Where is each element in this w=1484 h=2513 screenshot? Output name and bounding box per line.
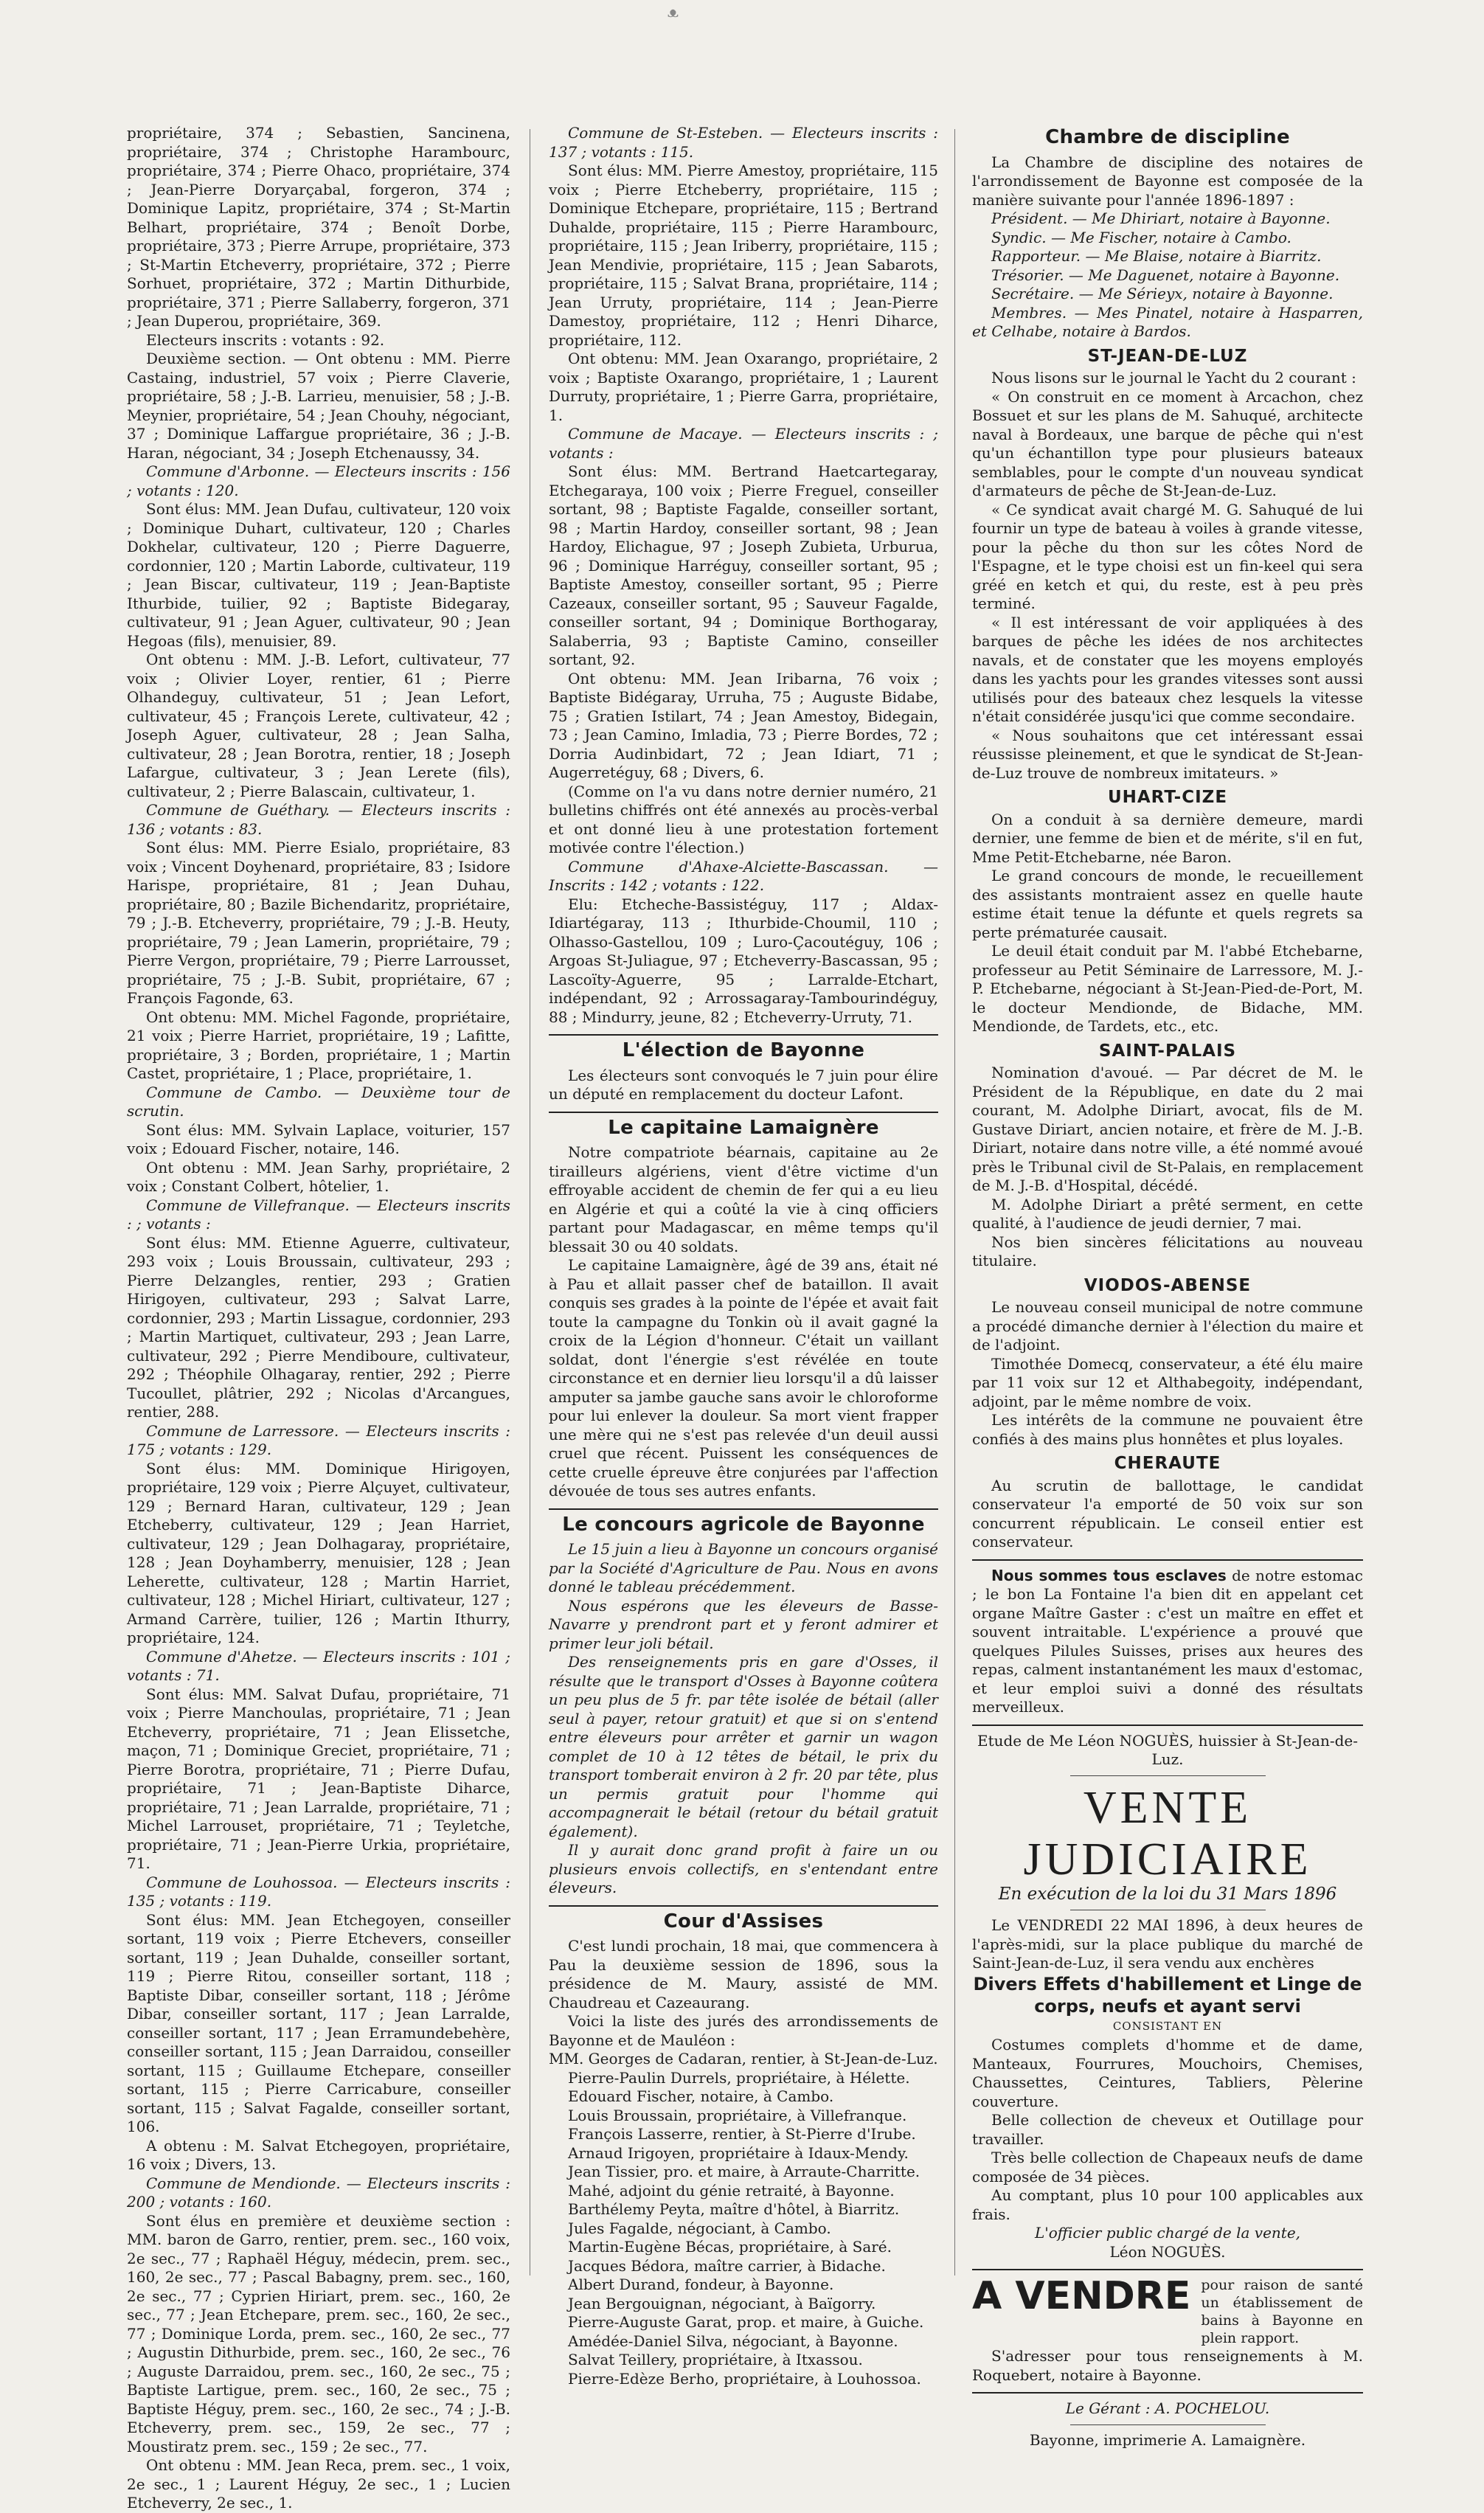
paragraph: « Nous souhaitons que cet intéressant essai réussisse pleinement, et que le syndicat de St-Jean-de-Luz trouve de nombreux imitateurs. » (972, 726, 1363, 782)
a-vendre-ad (972, 2276, 1363, 2347)
paragraph: C'est lundi prochain, 18 mai, que commencera à Pau la deuxième session de 1896, sous la présidence de M. Maury, assisté de MM. Chaudreau et Cazeaurang. (549, 1937, 938, 2011)
column-1 (127, 124, 510, 2512)
paragraph: (Comme on l'a vu dans notre dernier numéro, 21 bulletins chiffrés ont été annexés au procès-verbal et ont donné lieu à une protestation fortement motivée contre l'élection.) (549, 782, 938, 856)
paragraph: Nous lisons sur le journal le Yacht du 2 courant : (991, 369, 1356, 387)
paragraph: Des renseignements pris en gare d'Osses, il résulte que le transport d'Osses à Bayonne coûtera un peu plus de 5 fr. par tête isolée de bétail (aller seul à payer, retour gratuit) et que si on s'entend entre éleveurs pour arrêter et garnir un wagon complet de 10 à 12 têtes de bétail, le prix du transport tomberait environ à 2 fr. 20 par tête, plus un permis gratuit pour l'homme qui accompagnerait le bétail (retour du bétail gratuit également). (549, 1653, 938, 1840)
juror-line: Barthélemy Peyta, maître d'hôtel, à Biarritz. (568, 2200, 900, 2218)
section-divider (972, 1725, 1363, 1726)
esclaves-text: de notre estomac ; le bon La Fontaine l'a bien dit en appelant cet organe Maître Gaster : c'est un maître en effet et souvent intraitable. L'expérience a prouvé que quelques Pilules Suisses, prises aux heures des repas, calment instantanément les maux d'estomac, et leur emploi suivi a donné des résultats merveilleux. (972, 1566, 1363, 1716)
assises-heading: Cour d'Assises (663, 1910, 824, 1933)
election-heading: L'élection de Bayonne (622, 1039, 865, 1061)
capitaine-heading: Le capitaine Lamaignère (608, 1116, 879, 1139)
esclaves-heading: Nous sommes tous esclaves (991, 1566, 1227, 1584)
section-divider (549, 1508, 938, 1510)
commune-heading: Commune d'Ahaxe-Alciette-Bascassan. — Inscrits : 142 ; votants : 122. (549, 857, 938, 894)
discipline-item: Président. — Me Dhiriart, notaire à Bayonne. (991, 209, 1331, 227)
a-vendre-title: A VENDRE (972, 2274, 1191, 2318)
paragraph: Ont obtenu: MM. Michel Fagonde, propriétaire, 21 voix ; Pierre Harriet, propriétaire, 19 ; Lafitte, propriétaire, 3 ; Borden, propriétaire, 1 ; Martin Castet, propriétaire, 1 ; Place, propriétaire, 1. (127, 1008, 510, 1082)
section-divider (972, 2392, 1363, 2394)
discipline-item: Syndic. — Me Fischer, notaire à Cambo. (991, 228, 1291, 246)
juror-line: Amédée-Daniel Silva, négociant, à Bayonne. (568, 2332, 898, 2350)
juror-line: MM. Georges de Cadaran, rentier, à St-Jean-de-Luz. (549, 2050, 938, 2067)
section-divider (549, 1905, 938, 1907)
juror-line: Pierre-Edèze Berho, propriétaire, à Louhossoa. (568, 2369, 921, 2388)
thin-divider (1070, 1775, 1266, 1776)
juror-line: Edouard Fischer, notaire, à Cambo. (568, 2087, 834, 2105)
commune-heading: Commune de Larressore. — Electeurs inscrits : 175 ; votants : 129. (127, 1421, 510, 1458)
vente-item: Au comptant, plus 10 pour 100 applicables aux frais. (972, 2186, 1363, 2223)
cheraute-heading: CHERAUTE (1114, 1454, 1221, 1473)
juror-line: Jean Bergouignan, négociant, à Baïgorry. (568, 2294, 876, 2312)
paragraph: Le capitaine Lamaignère, âgé de 39 ans, était né à Pau et allait passer chef de bataillon. Il avait conquis ses grades à la pointe de l'épée et avait fait toute la campagne du Tonkin où il avait gagné la croix de la Légion d'honneur. C'était un vaillant soldat, dont l'énergie s'est révélée en toute circonstance et en dernier lieu lorsqu'il a dû laisser amputer sa jambe gauche sans avoir le chloroforme pour lui enlever la douleur. Sa mort vient frapper une mère qui ne s'est pas relevée d'un deuil aussi cruel que récent. Puissent les conséquences de cette cruelle épreuve être conjurées par l'affection dévouée de tous ses autres enfants. (549, 1256, 938, 1500)
juror-line: Martin-Eugène Bécas, propriétaire, à Saré. (568, 2238, 892, 2256)
paragraph: Ont obtenu : MM. Jean Sarhy, propriétaire, 2 voix ; Constant Colbert, hôtelier, 1. (127, 1158, 510, 1195)
paragraph: Sont élus: MM. Jean Dufau, cultivateur, 120 voix ; Dominique Duhart, cultivateur, 120 ; Charles Dokhelar, cultivateur, 120 ; Pierre Daguerre, cordonnier, 120 ; Martin Laborde, cultivateur, 119 ; Jean Biscar, cultivateur, 119 ; Jean-Baptiste Ithurbide, tuilier, 92 ; Baptiste Bidegaray, cultivateur, 91 ; Jean Aguer, cultivateur, 90 ; Jean Hegoas (fils), menuisier, 89. (127, 500, 510, 650)
paragraph: Nous espérons que les éleveurs de Basse-Navarre y prendront part et y feront admirer et primer leur joli bétail. (549, 1596, 938, 1652)
commune-heading: Commune de Villefranque. — Electeurs inscrits : ; votants : (127, 1196, 510, 1233)
vente-item: Costumes complets d'homme et de dame, Manteaux, Fourrures, Mouchoirs, Chemises, Chaussettes, Ceintures, Tabliers, Pèlerine couverture. (972, 2036, 1363, 2110)
paragraph: Notre compatriote béarnais, capitaine au 2e tirailleurs algériens, vient d'être victime d'un effroyable accident de chemin de fer qui a eu lieu en Algérie et qui a coûté la vie à cinq officiers partant pour Madagascar, en même temps qu'il blessait 30 ou 40 soldats. (549, 1143, 938, 1255)
juror-line: Pierre-Auguste Garat, prop. et maire, à Guiche. (568, 2313, 924, 2331)
juror-line: Louis Broussain, propriétaire, à Villefranque. (568, 2106, 907, 2124)
paragraph: Le deuil était conduit par M. l'abbé Etchebarne, professeur au Petit Séminaire de Larressore, M. J.-P. Etchebarne, négociant à St-Jean-Pied-de-Port, M. le docteur Mendionde, de Bidache, MM. Mendionde, de Tardets, etc., etc. (972, 942, 1363, 1035)
uhart-heading: UHART-CIZE (1107, 788, 1228, 807)
paragraph: Nomination d'avoué. — Par décret de M. le Président de la République, en date du 2 mai courant, M. Adolphe Diriart, avocat, fils de M. Gustave Diriart, ancien notaire, et frère de M. J.-B. Diriart, notaire dans notre ville, a été nommé avoué près le Tribunal civil de St-Palais, en remplacement de M. J.-B. d'Hospital, décédé. (972, 1064, 1363, 1194)
etude-line: Etude de Me Léon NOGUÈS, huissier à St-Jean-de-Luz. (977, 1731, 1359, 1768)
paragraph: Electeurs inscrits : votants : 92. (146, 330, 385, 349)
stjean-heading: ST-JEAN-DE-LUZ (1087, 346, 1248, 366)
juror-line: Albert Durand, fondeur, à Bayonne. (568, 2275, 834, 2293)
discipline-heading: Chambre de discipline (1045, 126, 1290, 148)
column-3 (972, 124, 1363, 2449)
paragraph: Nos bien sincères félicitations au nouveau titulaire. (972, 1233, 1363, 1269)
paragraph: Le VENDREDI 22 MAI 1896, à deux heures de l'après-midi, sur la place publique du marché de Saint-Jean-de-Luz, il sera vendu aux enchères (972, 1916, 1363, 1972)
paragraph: Le 15 juin a lieu à Bayonne un concours organisé par la Société d'Agriculture de Pau. Nous en avons donné le tableau précédemment. (549, 1540, 938, 1595)
commune-heading: Commune de Cambo. — Deuxième tour de scrutin. (127, 1083, 510, 1120)
paragraph: Sont élus: MM. Jean Etchegoyen, conseiller sortant, 119 voix ; Pierre Etchevers, conseiller sortant, 119 ; Jean Duhalde, conseiller sortant, 119 ; Pierre Ritou, conseiller sortant, 118 ; Baptiste Dibar, conseiller sortant, 118 ; Jérôme Dibar, conseiller sortant, 117 ; Jean Larralde, conseiller sortant, 117 ; Jean Erramundebehère, conseiller sortant, 115 ; Jean Darraidou, conseiller sortant, 115 ; Guillaume Etchepare, conseiller sortant, 115 ; Pierre Carricabure, conseiller sortant, 115 ; Salvat Fagalde, conseiller sortant, 106. (127, 1910, 510, 2135)
juror-line: Arnaud Irigoyen, propriétaire à Idaux-Mendy. (568, 2143, 909, 2162)
paragraph: Sont élus: MM. Dominique Hirigoyen, propriétaire, 129 voix ; Pierre Alçuyet, cultivateur, 129 ; Bernard Haran, cultivateur, 129 ; Jean Etcheberry, cultivateur, 129 ; Jean Harriet, cultivateur, 129 ; Jean Dolhagaray, propriétaire, 128 ; Jean Doyhamberry, menuisier, 128 ; Jean Leherette, cultivateur, 128 ; Martin Harriet, cultivateur, 128 ; Michel Hiriart, cultivateur, 127 ; Armand Carrère, tuilier, 126 ; Martin Ithurry, propriétaire, 124. (127, 1459, 510, 1646)
paragraph: Sont élus en première et deuxième section : MM. baron de Garro, rentier, prem. sec., 160 voix, 2e sec., 77 ; Raphaël Héguy, médecin, prem. sec., 160, 2e sec., 77 ; Pascal Babagny, prem. sec., 160, 2e sec., 77 ; Cyprien Hiriart, prem. sec., 160, 2e sec., 77 ; Jean Etchepare, prem. sec., 160, 2e sec., 77 ; Dominique Lorda, prem. sec., 160, 2e sec., 77 ; Augustin Dithurbide, prem. sec., 160, 2e sec., 76 ; Auguste Darraidou, prem. sec., 160, 2e sec., 75 ; Baptiste Lartigue, prem. sec., 160, 2e sec., 75 ; Baptiste Héguy, prem. sec., 160, 2e sec., 74 ; J.-B. Etcheverry, prem. sec., 159, 2e sec., 77 ; Moustiratz prem. sec., 159 ; 2e sec., 77. (127, 2211, 510, 2455)
a-vendre-contact: S'adresser pour tous renseignements à M. Roquebert, notaire à Bayonne. (972, 2347, 1363, 2384)
paragraph: Les électeurs sont convoqués le 7 juin pour élire un député en remplacement du docteur Lafont. (549, 1066, 938, 1103)
section-divider (972, 1559, 1363, 1561)
paragraph: Les intérêts de la commune ne pouvaient être confiés à des mains plus honnêtes et plus loyales. (972, 1411, 1363, 1448)
thin-divider (1070, 2424, 1266, 2425)
paragraph: Sont élus: MM. Sylvain Laplace, voiturier, 157 voix ; Edouard Fischer, notaire, 146. (127, 1120, 510, 1157)
paragraph: « On construit en ce moment à Arcachon, chez Bossuet et sur les plans de M. Sahuqué, architecte naval à Bordeaux, une barque de pêche qui n'est qu'un échantillon type pour plusieurs bateaux semblables, pour le compte d'un nouveau syndicat d'armateurs de pêche de St-Jean-de-Luz. (972, 387, 1363, 499)
paragraph: Sont élus: MM. Salvat Dufau, propriétaire, 71 voix ; Pierre Manchoulas, propriétaire, 71 ; Jean Etcheverry, propriétaire, 71 ; Jean Elissetche, maçon, 71 ; Dominique Greciet, propriétaire, 71 ; Pierre Borotra, propriétaire, 71 ; Pierre Dufau, propriétaire, 71 ; Jean-Baptiste Diharce, propriétaire, 71 ; Jean Larralde, propriétaire, 71 ; Michel Larrouset, propriétaire, 71 ; Teyletche, propriétaire, 71 ; Jean-Pierre Urkia, propriétaire, 71. (127, 1685, 510, 1872)
discipline-item: Rapporteur. — Me Blaise, notaire à Biarritz. (991, 247, 1322, 265)
paragraph: Elu: Etcheche-Bassistéguy, 117 ; Aldax-Idiartégaray, 113 ; Ithurbide-Choumil, 110 ; Olhasso-Gastellou, 109 ; Luro-Çacoutéguy, 106 ; Argoas St-Juliague, 97 ; Etcheverry-Bascassan, 95 ; Lascoïty-Aguerre, 95 ; Larralde-Etchart, indépendant, 92 ; Arrossagaray-Tambourindéguy, 88 ; Mindurry, jeune, 82 ; Etcheverry-Urruty, 71. (549, 895, 938, 1026)
paragraph: Deuxième section. — Ont obtenu : MM. Pierre Castaing, industriel, 57 voix ; Pierre Claverie, propriétaire, 58 ; J.-B. Larrieu, menuisier, 58 ; J.-B. Meynier, propriétaire, 54 ; Jean Chouhy, négociant, 37 ; Dominique Laffargue propriétaire, 36 ; J.-B. Haran, négociant, 34 ; Joseph Etchenaussy, 34. (127, 350, 510, 462)
juror-line: Jules Fagalde, négociant, à Cambo. (568, 2219, 831, 2237)
consistant-label: CONSISTANT EN (1112, 2019, 1223, 2033)
concours-heading: Le concours agricole de Bayonne (562, 1513, 925, 1536)
juror-line: Jacques Bédora, maître carrier, à Bidache. (568, 2256, 886, 2275)
section-divider (972, 2269, 1363, 2270)
imprimerie-line: Bayonne, imprimerie A. Lamaignère. (1029, 2430, 1306, 2449)
paragraph: Sont élus: MM. Pierre Amestoy, propriétaire, 115 voix ; Pierre Etcheberry, propriétaire, 115 ; Dominique Etchepare, propriétaire, 115 ; Bertrand Duhalde, propriétaire, 115 ; Pierre Harambourc, propriétaire, 115 ; Jean Iriberry, propriétaire, 115 ; Jean Mendivie, propriétaire, 115 ; Jean Sabarots, propriétaire, 115 ; Salvat Brana, propriétaire, 114 ; Jean Urruty, propriétaire, 114 ; Jean-Pierre Damestoy, propriétaire, 112 ; Henri Diharce, propriétaire, 112. (549, 162, 938, 349)
juror-line: Jean Tissier, pro. et maire, à Arraute-Charritte. (568, 2163, 920, 2180)
paragraph: Ont obtenu : MM. Jean Reca, prem. sec., 1 voix, 2e sec., 1 ; Laurent Héguy, 2e sec., 1 ; Lucien Etcheverry, 2e sec., 1. (127, 2456, 510, 2512)
paragraph: Ont obtenu: MM. Jean Iribarna, 76 voix ; Baptiste Bidégaray, Urruha, 75 ; Auguste Bidabe, 75 ; Gratien Istilart, 74 ; Jean Amestoy, Bidegain, 73 ; Jean Camino, Imladia, 73 ; Pierre Bordes, 72 ; Dorria Audinbidart, 72 ; Jean Idiart, 71 ; Augerretéguy, 68 ; Divers, 6. (549, 669, 938, 781)
paragraph: « Ce syndicat avait chargé M. G. Sahuqué de lui fournir un type de bateau à voiles à grande vitesse, pour la pêche du thon sur les côtes Nord de l'Espagne, et le type choisi est un fin-keel qui sera gréé en ketch et qui, du reste, est à peu près terminé. (972, 500, 1363, 612)
commune-heading: Commune de Guéthary. — Electeurs inscrits : 136 ; votants : 83. (127, 801, 510, 838)
paragraph: Le grand concours de monde, le recueillement des assistants montraient assez en quelle haute estime était tenue la défunte et quels regrets sa perte prématurée causait. (972, 867, 1363, 941)
paragraph: A obtenu : M. Salvat Etchegoyen, propriétaire, 16 voix ; Divers, 13. (127, 2136, 510, 2173)
commune-heading: Commune de Macaye. — Electeurs inscrits : ; votants : (549, 425, 938, 462)
palais-heading: SAINT-PALAIS (1098, 1041, 1237, 1061)
paragraph: On a conduit à sa dernière demeure, mardi dernier, une femme de bien et de mérite, s'il en fut, Mme Petit-Etchebarne, née Baron. (972, 810, 1363, 866)
paragraph: M. Adolphe Diriart a prêté serment, en cette qualité, à l'audience de jeudi dernier, 7 mai. (972, 1195, 1363, 1232)
juror-line: François Lasserre, rentier, à St-Pierre d'Irube. (568, 2125, 916, 2143)
viodos-heading: VIODOS-ABENSE (1083, 1275, 1252, 1295)
gerant-line: Le Gérant : A. POCHELOU. (1065, 2399, 1270, 2417)
paragraph: Timothée Domecq, conservateur, a été élu maire par 11 voix sur 12 et Althabegoity, indépendant, adjoint, par le même nombre de voix. (972, 1354, 1363, 1410)
commune-heading: Commune d'Ahetze. — Electeurs inscrits : 101 ; votants : 71. (127, 1647, 510, 1684)
paragraph: Ont obtenu : MM. J.-B. Lefort, cultivateur, 77 voix ; Olivier Loyer, rentier, 61 ; Pierre Olhandeguy, cultivateur, 51 ; Jean Lefort, cultivateur, 45 ; François Lerete, cultivateur, 42 ; Joseph Aguer, cultivateur, 28 ; Jean Salha, cultivateur, 28 ; Jean Borotra, rentier, 18 ; Joseph Lafargue, cultivateur, 3 ; Jean Lerete (fils), cultivateur, 2 ; Pierre Balascain, cultivateur, 1. (127, 651, 510, 800)
paragraph: Sont élus: MM. Etienne Aguerre, cultivateur, 293 voix ; Louis Broussain, cultivateur, 293 ; Pierre Delzangles, rentier, 293 ; Gratien Hirigoyen, cultivateur, 293 ; Salvat Larre, cordonnier, 293 ; Martin Lissague, cordonnier, 293 ; Martin Martiquet, cultivateur, 293 ; Jean Larre, cultivateur, 292 ; Pierre Mendiboure, cultivateur, 292 ; Théophile Olhagaray, rentier, 292 ; Pierre Tucoullet, plâtrier, 292 ; Nicolas d'Arcangues, rentier, 288. (127, 1233, 510, 1421)
paragraph: Il y aurait donc grand profit à faire un ou plusieurs envois collectifs, en s'entendant entre éleveurs. (549, 1841, 938, 1896)
a-vendre-text: pour raison de santé un établissement de bains à Bayonne en plein rapport. (1201, 2277, 1363, 2346)
section-divider (549, 1112, 938, 1113)
juror-line: Salvat Teillery, propriétaire, à Itxassou. (568, 2351, 863, 2368)
vente-item: Belle collection de cheveux et Outillage pour travailler. (972, 2111, 1363, 2148)
paragraph: Sont élus: MM. Pierre Esialo, propriétaire, 83 voix ; Vincent Doyhenard, propriétaire, 83 ; Isidore Harispe, propriétaire, 81 ; Jean Duhau, propriétaire, 80 ; Bazile Bichendaritz, propriétaire, 79 ; J.-B. Etcheverry, propriétaire, 79 ; J.-B. Heuty, propriétaire, 79 ; Jean Lamerin, propriétaire, 79 ; Pierre Vergon, propriétaire, 79 ; Pierre Larrousset, propriétaire, 75 ; J.-B. Subit, propriétaire, 67 ; François Fagonde, 63. (127, 839, 510, 1007)
paragraph: Ont obtenu: MM. Jean Oxarango, propriétaire, 2 voix ; Baptiste Oxarango, propriétaire, 1 ; Laurent Durruty, propriétaire, 1 ; Pierre Garra, propriétaire, 1. (549, 350, 938, 424)
juror-line: Pierre-Paulin Durrels, propriétaire, à Hélette. (568, 2068, 910, 2087)
commune-heading: Commune d'Arbonne. — Electeurs inscrits : 156 ; votants : 120. (127, 462, 510, 499)
paragraph: Au scrutin de ballottage, le candidat conservateur l'a emporté de 50 voix sur son concurrent républicain. Le conseil entier est conservateur. (972, 1476, 1363, 1550)
vente-subtitle: En exécution de la loi du 31 Mars 1896 (998, 1884, 1337, 1904)
vente-item: Très belle collection de Chapeaux neufs de dame composée de 34 pièces. (972, 2149, 1363, 2186)
vente-title: VENTE JUDICIAIRE (1023, 1782, 1312, 1885)
esclaves-ad (972, 1567, 1363, 1717)
commune-heading: Commune de Mendionde. — Electeurs inscrits : 200 ; votants : 160. (127, 2174, 510, 2211)
discipline-item: Membres. — Mes Pinatel, notaire à Hasparren, et Celhabe, notaire à Bardos. (972, 303, 1363, 340)
paragraph: Sont élus: MM. Bertrand Haetcartegaray, Etchegaraya, 100 voix ; Pierre Freguel, conseiller sortant, 98 ; Baptiste Fagalde, conseiller sortant, 98 ; Martin Hardoy, conseiller sortant, 98 ; Jean Hardoy, Elichague, 97 ; Joseph Zubieta, Urburua, 96 ; Dominique Harréguy, conseiller sortant, 95 ; Baptiste Amestoy, conseiller sortant, 95 ; Pierre Cazeaux, conseiller sortant, 95 ; Sauveur Fagalde, conseiller sortant, 94 ; Dominique Borthogaray, Salaberria, 93 ; Baptiste Camino, conseiller sortant, 92. (549, 462, 938, 668)
paragraph: La Chambre de discipline des notaires de l'arrondissement de Bayonne est composée de la manière suivante pour l'année 1896-1897 : (972, 153, 1363, 209)
officier-line: L'officier public chargé de la vente, (1034, 2224, 1301, 2242)
column-2 (549, 124, 938, 2388)
discipline-item: Trésorier. — Me Daguenet, notaire à Bayonne. (991, 266, 1340, 284)
section-divider (549, 1034, 938, 1036)
officier-name: Léon NOGUÈS. (1109, 2242, 1226, 2261)
top-mark: ᴥ (668, 3, 679, 21)
paragraph: propriétaire, 374 ; Sebastien, Sancinena, propriétaire, 374 ; Christophe Harambourc, propriétaire, 374 ; Pierre Ohaco, propriétaire, 374 ; Jean-Pierre Doryarçabal, forgeron, 374 ; Dominique Lapitz, propriétaire, 374 ; St-Martin Belhart, propriétaire, 374 ; Benoît Dorbe, propriétaire, 373 ; Pierre Arrupe, propriétaire, 373 ; St-Martin Etcheverry, propriétaire, 372 ; Pierre Sorhuet, propriétaire, 372 ; Martin Dithurbide, propriétaire, 371 ; Pierre Sallaberry, forgeron, 371 ; Jean Duperou, propriétaire, 369. (127, 124, 510, 330)
vente-heading: Divers Effets d'habillement et Linge de corps, neufs et ayant servi (973, 1973, 1362, 2017)
paragraph: Voici la liste des jurés des arrondissements de Bayonne et de Mauléon : (549, 2012, 938, 2049)
column-rule-right (954, 129, 955, 2275)
paragraph: Le nouveau conseil municipal de notre commune a procédé dimanche dernier à l'élection du maire et de l'adjoint. (972, 1298, 1363, 1353)
commune-heading: Commune de Louhossoa. — Electeurs inscrits : 135 ; votants : 119. (127, 1873, 510, 1910)
commune-heading: Commune de St-Esteben. — Electeurs inscrits : 137 ; votants : 115. (549, 124, 938, 161)
juror-line: Mahé, adjoint du génie retraité, à Bayonne. (568, 2181, 895, 2200)
discipline-item: Secrétaire. — Me Sérieyx, notaire à Bayonne. (991, 285, 1334, 302)
paragraph: « Il est intéressant de voir appliquées à des barques de pêche les idées de nos architectes navals, et de constater que les moyens employés dans les yachts pour les grandes vitesses sont aussi utilisés pour des bateaux chez lesquels la vitesse n'était considérée jusqu'ici que comme secondaire. (972, 613, 1363, 725)
